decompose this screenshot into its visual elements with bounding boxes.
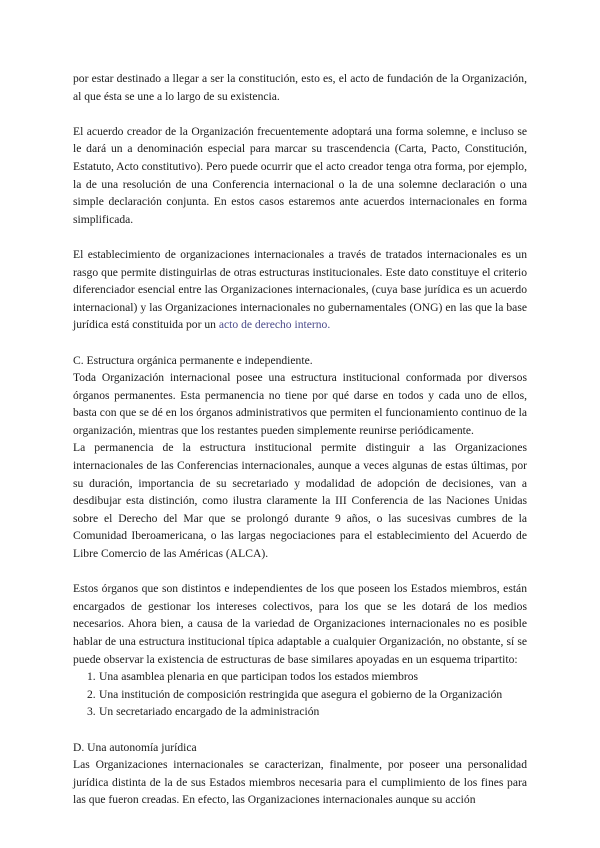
list-item-text: Una asamblea plenaria en que participan todos los estados miembros [99, 670, 419, 684]
paragraph-final: Las Organizaciones internacionales se caracterizan, finalmente, por poseer una personalidad jurídica distinta de la de sus Estados miembros necesaria para el cumplimiento de los fines para las que fueron creadas. En efecto, las Organizaciones internacionales aunque su acción [73, 758, 527, 807]
page-content [73, 70, 527, 809]
tripartite-list [73, 668, 527, 721]
heading-autonomia-juridica: D. Una autonomía jurídica [73, 740, 197, 754]
paragraph-intro: por estar destinado a llegar a ser la constitución, esto es, el acto de fundación de la Organización, al que ésta se une a lo largo de su existencia. [73, 72, 527, 103]
list-item-number: 2. [87, 687, 96, 701]
paragraph-toda-organizacion: Toda Organización internacional posee una estructura institucional conformada por diversos órganos permanentes. Esta permanencia no tiene por qué darse en todos y cada uno de ellos, basta con que se dé en los órganos administrativos que permiten el funcionamiento continuo de la organización, mientras que los restantes pueden simplemente reunirse periódicamente. [73, 371, 527, 437]
paragraph-establecimiento [73, 246, 527, 334]
list-item [73, 668, 527, 686]
list-item-number: 3. [87, 705, 96, 719]
list-item [73, 686, 527, 704]
list-item [73, 703, 527, 721]
list-item-text: Una institución de composición restringida que asegura el gobierno de la Organización [99, 687, 503, 701]
list-item-text: Un secretariado encargado de la administración [99, 705, 320, 719]
derecho-interno-link[interactable]: acto de derecho interno. [218, 318, 331, 332]
paragraph-organos: Estos órganos que son distintos e independientes de los que poseen los Estados miembros, están encargados de gestionar los intereses colectivos, para los que se les dotará de los medios necesarios. Ahora bien, a causa de la variedad de Organizaciones internacionales no es posible hablar de una estructura institucional típica adaptable a cualquier Organización, no obstante, sí se puede observar la existencia de estructuras de base similares apoyadas en un esquema tripartito: [73, 582, 527, 666]
paragraph-acuerdo-creador: El acuerdo creador de la Organización frecuentemente adoptará una forma solemne, e incluso se le dará un a denominación especial para marcar su trascendencia (Carta, Pacto, Constitución, Estatuto, Acto constitutivo). Pero puede ocurrir que el acto creador tenga otra forma, por ejemplo, la de una resolución de una Conferencia internacional o la de una solemne declaración o una simple declaración conjunta. En estos casos estaremos ante acuerdos internacionales en forma simplificada. [73, 124, 527, 226]
heading-estructura-organica: C. Estructura orgánica permanente e independiente. [73, 353, 313, 367]
paragraph-permanencia: La permanencia de la estructura institucional permite distinguir a las Organizaciones internacionales de las Conferencias internacionales, aunque a veces algunas de estas últimas, por su duración, importancia de su secretariado y modalidad de adopción de decisiones, van a desdibujar esta distinción, como ilustra claramente la III Conferencia de las Naciones Unidas sobre el Derecho del Mar que se prolongó durante 9 años, o las sucesivas cumbres de la Comunidad Iberoamericana, o las largas negociaciones para el establecimiento del Acuerdo de Libre Comercio de las Américas (ALCA). [73, 441, 527, 561]
paragraph-establecimiento-text: El establecimiento de organizaciones internacionales a través de tratados internacionales es un rasgo que permite distinguirlas de otras estructuras institucionales. Este dato constituye el criterio diferenciador esencial entre las Organizaciones internacionales, (cuya base jurídica es un acuerdo internacional) y las Organizaciones internacionales no gubernamentales (ONG) en las que la base jurídica está constituida por un [73, 247, 527, 332]
list-item-number: 1. [87, 670, 96, 684]
